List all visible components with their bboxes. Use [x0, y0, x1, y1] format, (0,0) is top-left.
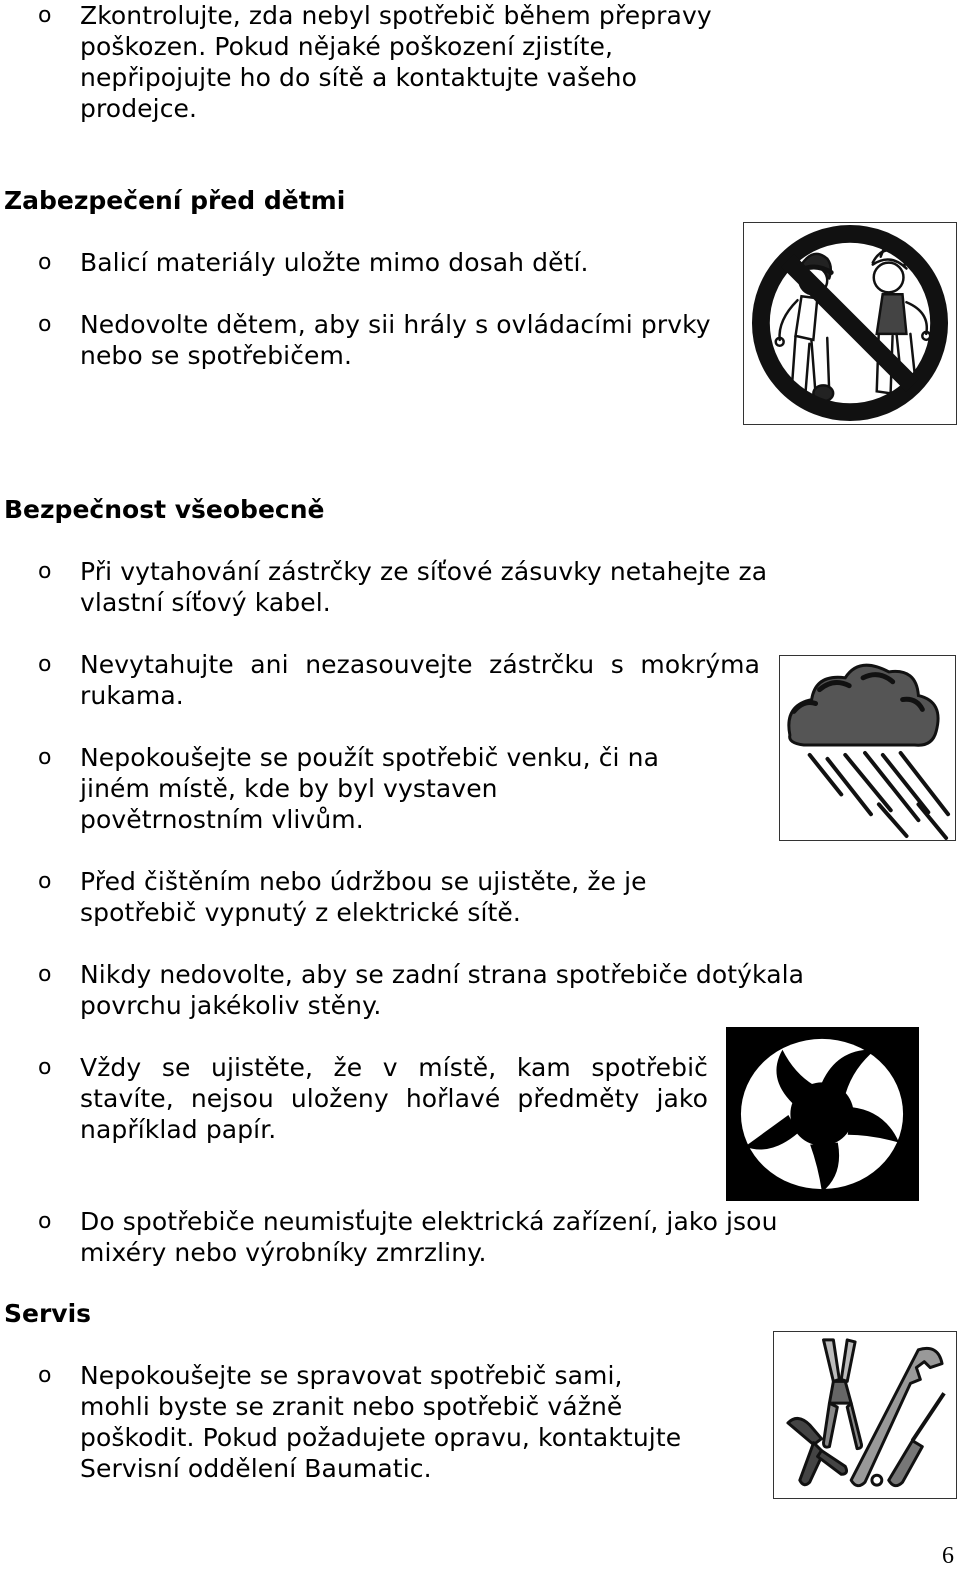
section-heading-child-safety: Zabezpečení před dětmi: [4, 186, 346, 215]
general-safety-item-7-line-1: Do spotřebiče neumisťujte elektrická zařízení, jako jsou: [80, 1207, 778, 1236]
general-safety-item-6-line-3: například papír.: [80, 1115, 277, 1144]
bullet-marker: o: [38, 312, 52, 337]
page-number: 6: [942, 1543, 954, 1569]
service-item-1-line-2: mohli byste se zranit nebo spotřebič vážně: [80, 1392, 623, 1421]
child-safety-item-2-line-2: nebo se spotřebičem.: [80, 341, 353, 370]
general-safety-item-3-line-2: jiném místě, kde by byl vystaven: [80, 774, 498, 803]
general-safety-item-2-line-2: rukama.: [80, 681, 184, 710]
general-safety-item-4-line-2: spotřebič vypnutý z elektrické sítě.: [80, 898, 521, 927]
service-item-1-line-3: poškodit. Pokud požadujete opravu, kontaktujte: [80, 1423, 682, 1452]
service-item-1-line-1: Nepokoušejte se spravovat spotřebič sami,: [80, 1361, 623, 1390]
child-safety-item-1: Balicí materiály uložte mimo dosah dětí.: [80, 248, 589, 277]
intro-line-1: Zkontrolujte, zda nebyl spotřebič během přepravy: [80, 1, 712, 30]
bullet-marker: o: [38, 1055, 52, 1080]
general-safety-item-2-line-1: Nevytahujte ani nezasouvejte zástrčku s mokrýma: [80, 650, 760, 679]
bullet-marker: o: [38, 745, 52, 770]
general-safety-item-7-line-2: mixéry nebo výrobníky zmrzliny.: [80, 1238, 487, 1267]
section-heading-general-safety: Bezpečnost všeobecně: [4, 495, 325, 524]
section-heading-service: Servis: [4, 1299, 92, 1328]
intro-line-3: nepřipojujte ho do sítě a kontaktujte vašeho: [80, 63, 638, 92]
general-safety-item-3-line-3: povětrnostním vlivům.: [80, 805, 364, 834]
child-safety-item-2-line-1: Nedovolte dětem, aby sii hrály s ovládacími prvky: [80, 310, 711, 339]
bullet-marker: o: [38, 869, 52, 894]
bullet-marker: o: [38, 250, 52, 275]
general-safety-item-6-line-1: Vždy se ujistěte, že v místě, kam spotřebič: [80, 1053, 708, 1082]
tools-icon: [773, 1331, 957, 1499]
general-safety-item-5-line-2: povrchu jakékoliv stěny.: [80, 991, 382, 1020]
general-safety-item-6-line-2: stavíte, nejsou uloženy hořlavé předměty jako: [80, 1084, 708, 1113]
no-children-icon: [743, 222, 957, 425]
intro-line-2: poškozen. Pokud nějaké poškození zjistíte,: [80, 32, 613, 61]
intro-line-4: prodejce.: [80, 94, 198, 123]
bullet-marker: o: [38, 559, 52, 584]
bullet-marker: o: [38, 1363, 52, 1388]
fan-icon: [726, 1027, 919, 1201]
general-safety-item-1-line-2: vlastní síťový kabel.: [80, 588, 331, 617]
general-safety-item-1-line-1: Při vytahování zástrčky ze síťové zásuvky netahejte za: [80, 557, 768, 586]
general-safety-item-5-line-1: Nikdy nedovolte, aby se zadní strana spotřebiče dotýkala: [80, 960, 805, 989]
bullet-marker: o: [38, 962, 52, 987]
general-safety-item-3-line-1: Nepokoušejte se použít spotřebič venku, či na: [80, 743, 660, 772]
bullet-marker: o: [38, 3, 52, 28]
rain-cloud-icon: [779, 655, 956, 841]
service-item-1-line-4: Servisní oddělení Baumatic.: [80, 1454, 432, 1483]
bullet-marker: o: [38, 1209, 52, 1234]
bullet-marker: o: [38, 652, 52, 677]
general-safety-item-4-line-1: Před čištěním nebo údržbou se ujistěte, že je: [80, 867, 647, 896]
